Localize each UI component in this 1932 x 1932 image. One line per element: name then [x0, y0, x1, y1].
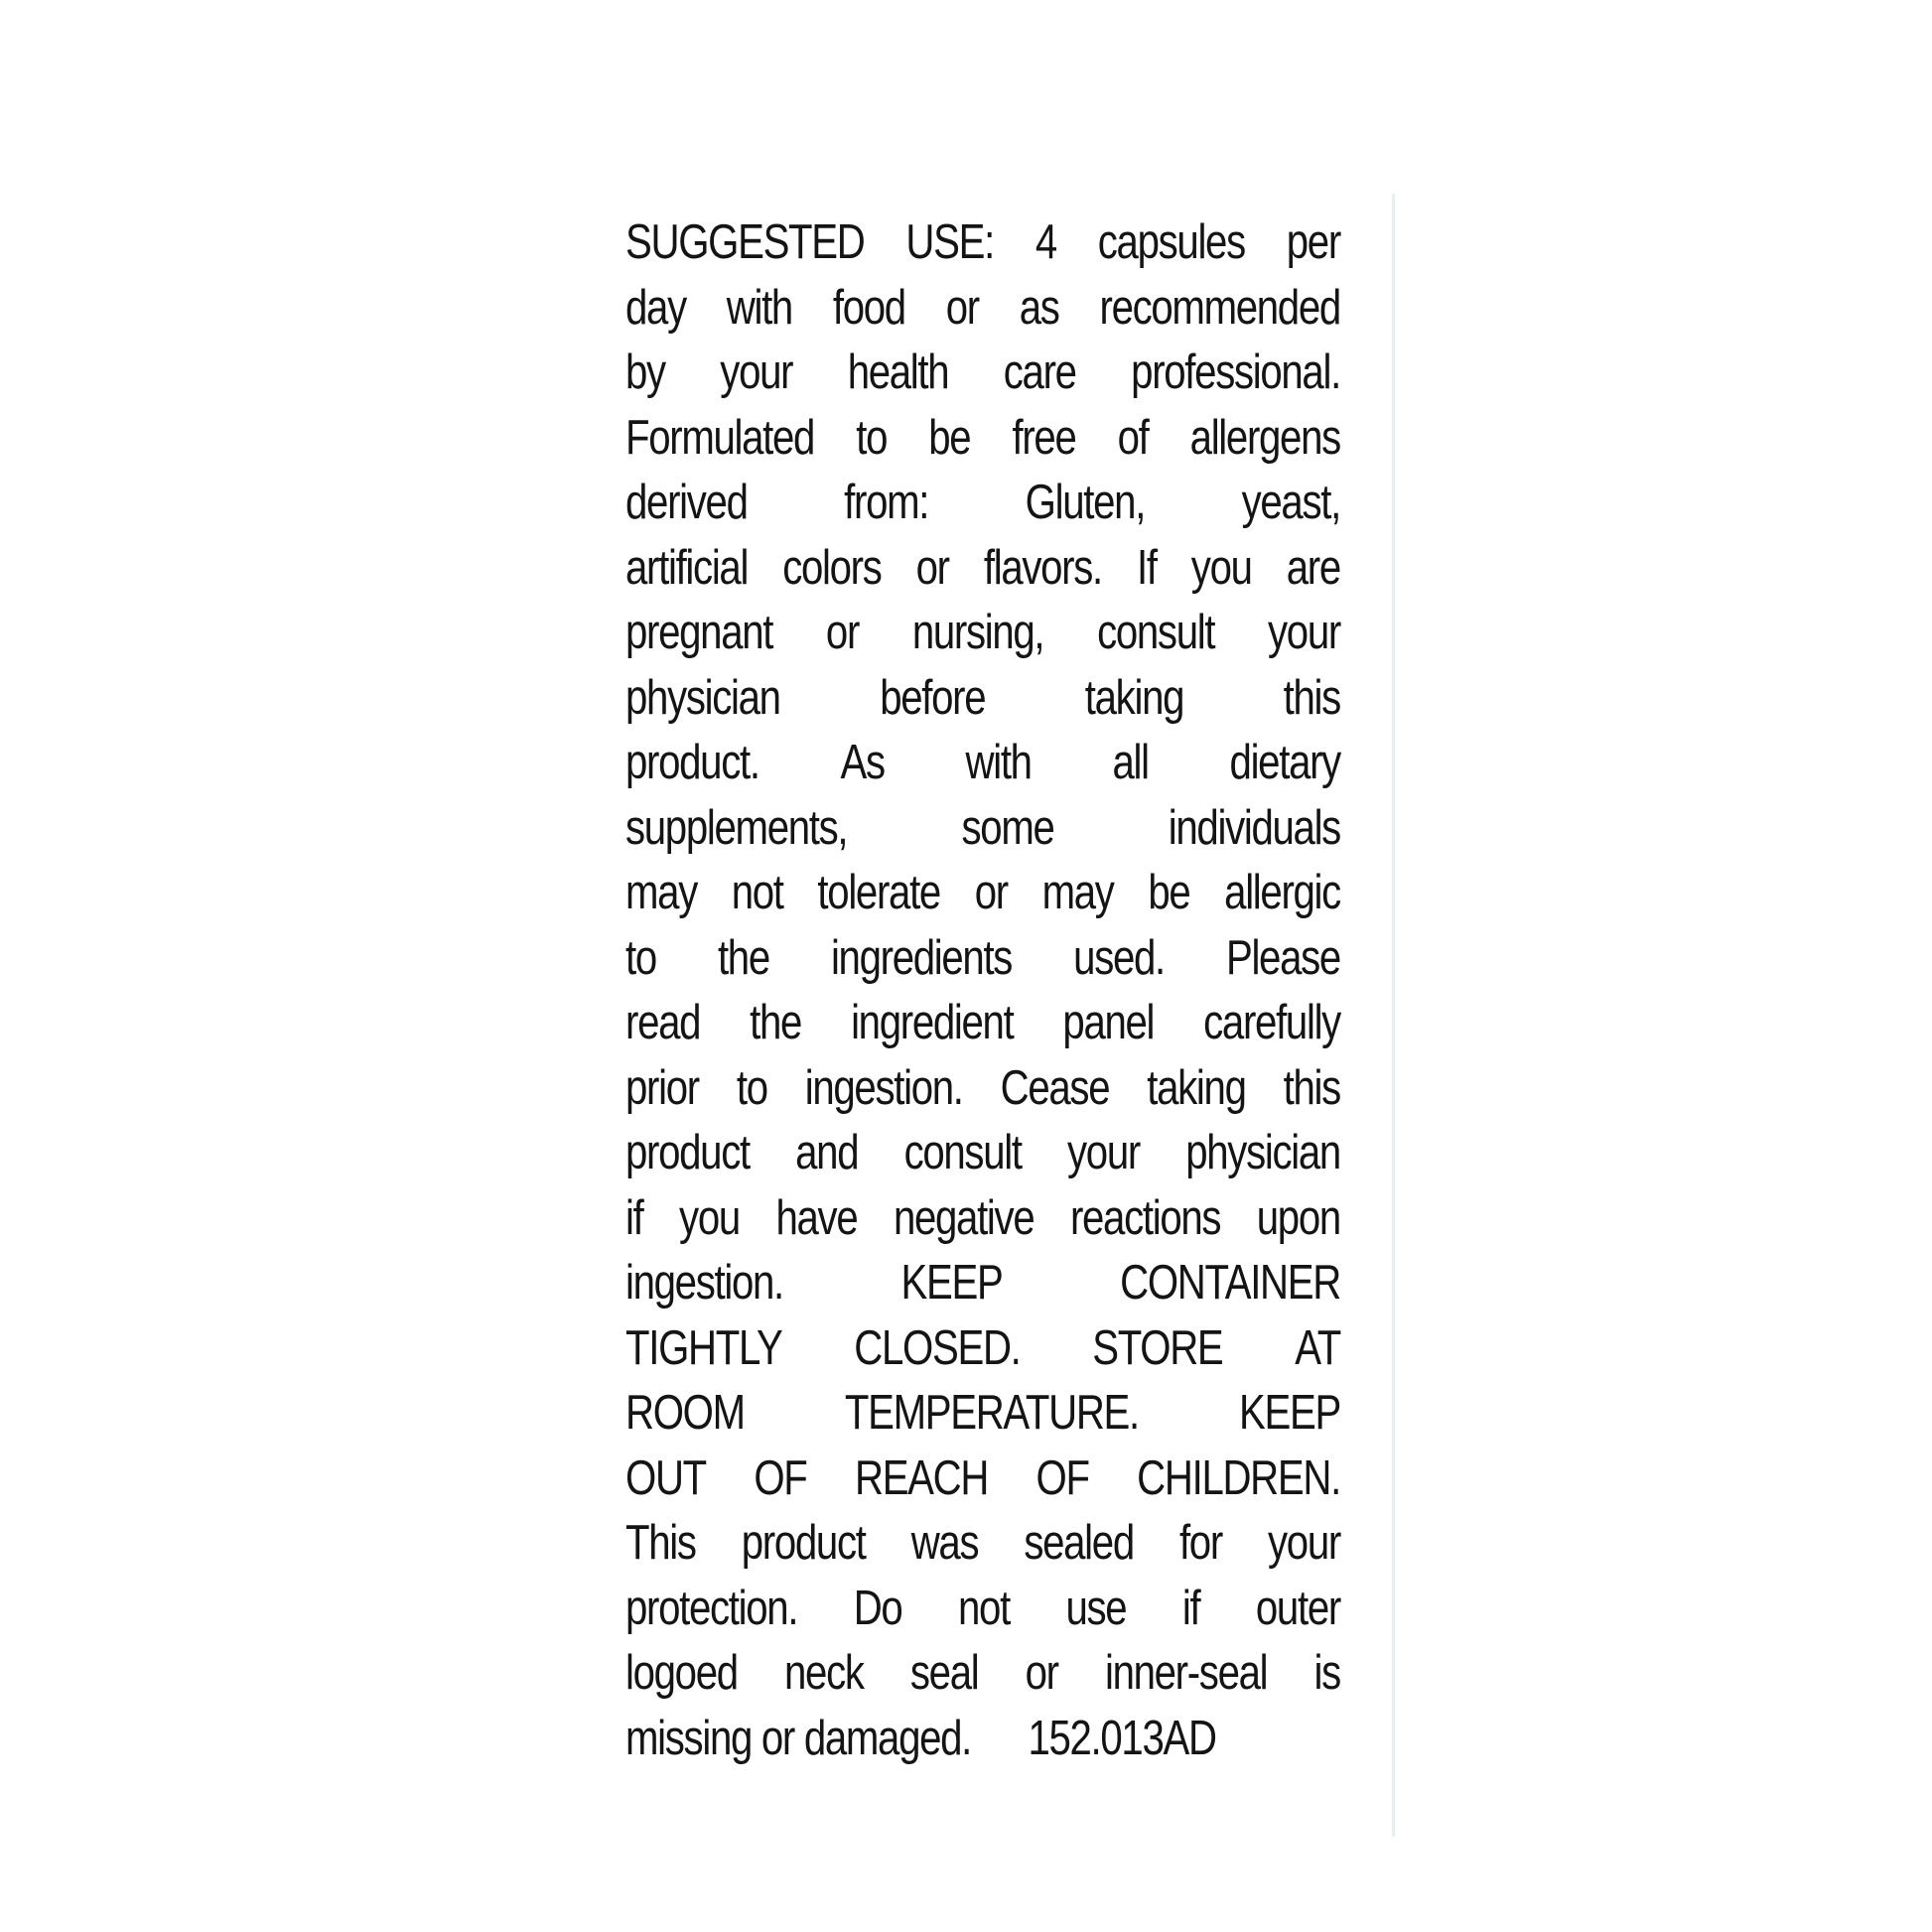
- label-word: REACH: [854, 1450, 989, 1505]
- label-word: dietary: [1229, 736, 1340, 789]
- label-line: [625, 1381, 1340, 1447]
- label-word: Gluten,: [1025, 476, 1146, 529]
- label-line: [625, 1056, 1340, 1122]
- label-word: KEEP: [900, 1256, 1003, 1310]
- label-line: [625, 666, 1340, 732]
- label-word: free: [1012, 410, 1076, 465]
- label-word: you: [1190, 540, 1252, 595]
- label-line: [625, 471, 1340, 536]
- label-word: OF: [754, 1450, 807, 1505]
- label-word: sealed: [1024, 1516, 1134, 1570]
- label-word: negative: [893, 1190, 1035, 1245]
- label-line: [625, 1511, 1340, 1577]
- label-word: may: [625, 866, 697, 919]
- label-word: prior: [625, 1060, 699, 1115]
- label-line: [625, 1447, 1340, 1512]
- label-word: of: [1117, 410, 1149, 465]
- label-word: CONTAINER: [1120, 1256, 1340, 1310]
- label-word: KEEP: [1238, 1386, 1340, 1440]
- label-word: your: [1268, 1516, 1340, 1570]
- label-word: use: [1065, 1581, 1127, 1635]
- label-word: tolerate: [817, 866, 940, 919]
- label-word: consult: [903, 1126, 1022, 1179]
- label-word: artificial: [625, 540, 749, 595]
- label-word: OUT: [625, 1450, 706, 1505]
- label-word: your: [1067, 1126, 1140, 1179]
- label-word: care: [1003, 345, 1076, 399]
- label-line: [625, 731, 1340, 796]
- label-word: TEMPERATURE.: [844, 1386, 1139, 1440]
- label-word: for: [1178, 1516, 1222, 1570]
- label-line: [625, 1186, 1340, 1252]
- label-word: be: [1148, 866, 1190, 919]
- label-word: CLOSED.: [854, 1320, 1021, 1375]
- label-word: physician: [1185, 1126, 1340, 1179]
- label-word: the: [750, 996, 802, 1049]
- label-word: If: [1136, 540, 1157, 595]
- label-word: read: [625, 996, 701, 1049]
- label-word: product: [741, 1516, 866, 1570]
- label-word: pregnant: [625, 606, 773, 659]
- label-word: per: [1286, 215, 1340, 269]
- label-word: CHILDREN.: [1137, 1450, 1340, 1505]
- label-word: or: [915, 540, 949, 595]
- label-line: [625, 341, 1340, 406]
- label-word: to: [736, 1060, 767, 1115]
- label-word: as: [1019, 280, 1059, 335]
- label-word: from:: [844, 476, 929, 529]
- label-word: nursing,: [911, 606, 1044, 659]
- label-word: derived: [625, 476, 748, 529]
- label-word: with: [965, 736, 1032, 789]
- label-word: TIGHTLY: [625, 1320, 782, 1375]
- label-word: SUGGESTED: [625, 215, 865, 269]
- label-word: Do: [853, 1581, 902, 1635]
- label-line: [625, 210, 1340, 276]
- label-word: day: [625, 280, 686, 335]
- label-word: have: [775, 1190, 858, 1245]
- supplement-label-text: [625, 210, 1340, 1771]
- label-word: panel: [1062, 996, 1155, 1049]
- label-final-text: missing or damaged.: [625, 1711, 972, 1765]
- label-word: some: [961, 800, 1054, 855]
- label-word: Formulated: [625, 410, 815, 465]
- label-word: you: [679, 1190, 740, 1245]
- label-word: is: [1313, 1646, 1340, 1700]
- label-line: [625, 601, 1340, 666]
- label-word: USE:: [905, 215, 994, 269]
- label-word: used.: [1073, 930, 1165, 985]
- label-word: As: [840, 736, 885, 789]
- label-word: STORE: [1092, 1320, 1223, 1375]
- label-line: [625, 1121, 1340, 1186]
- product-code: 152.013AD: [1028, 1711, 1216, 1765]
- label-word: before: [880, 670, 986, 725]
- label-line: [625, 861, 1340, 926]
- label-word: this: [1283, 670, 1340, 725]
- label-line: [625, 276, 1340, 342]
- label-word: physician: [625, 670, 780, 725]
- label-line: [625, 1577, 1340, 1642]
- label-word: ROOM: [625, 1386, 745, 1440]
- label-word: or: [825, 606, 860, 659]
- label-word: Please: [1225, 930, 1340, 985]
- label-word: with: [726, 280, 792, 335]
- label-word: may: [1041, 866, 1114, 919]
- label-word: protection.: [625, 1581, 798, 1635]
- label-word: colors: [782, 540, 882, 595]
- label-word: be: [928, 410, 971, 465]
- label-word: logoed: [625, 1646, 738, 1700]
- label-word: capsules: [1097, 215, 1245, 269]
- label-word: AT: [1295, 1320, 1340, 1375]
- label-word: carefully: [1203, 996, 1340, 1049]
- label-final-line: [625, 1707, 1340, 1772]
- label-word: if: [625, 1190, 643, 1245]
- label-line: [625, 406, 1340, 472]
- label-word: the: [717, 930, 769, 985]
- label-word: not: [731, 866, 783, 919]
- label-word: seal: [909, 1646, 979, 1700]
- label-line: [625, 1641, 1340, 1707]
- label-word: to: [856, 410, 888, 465]
- label-word: recommended: [1099, 280, 1340, 335]
- label-word: or: [945, 280, 979, 335]
- label-word: taking: [1084, 670, 1184, 725]
- label-word: inner-seal: [1104, 1646, 1268, 1700]
- label-line: [625, 796, 1340, 862]
- label-word: if: [1181, 1581, 1200, 1635]
- label-word: by: [625, 345, 665, 399]
- label-edge-divider: [1392, 194, 1395, 1837]
- label-word: your: [720, 345, 793, 399]
- label-word: or: [1025, 1646, 1058, 1700]
- label-word: neck: [784, 1646, 864, 1700]
- label-word: individuals: [1168, 800, 1340, 855]
- label-word: upon: [1256, 1190, 1340, 1245]
- label-word: food: [832, 280, 905, 335]
- label-word: ingestion.: [625, 1256, 783, 1310]
- label-word: all: [1112, 736, 1149, 789]
- label-word: outer: [1255, 1581, 1340, 1635]
- label-word: reactions: [1069, 1190, 1221, 1245]
- label-text-lines: [625, 210, 1340, 1707]
- label-word: and: [795, 1126, 859, 1179]
- label-word: taking: [1147, 1060, 1246, 1115]
- label-word: was: [910, 1516, 979, 1570]
- label-line: [625, 536, 1340, 602]
- label-word: yeast,: [1241, 476, 1340, 529]
- label-word: not: [958, 1581, 1010, 1635]
- label-word: product.: [625, 736, 759, 789]
- label-word: ingestion.: [804, 1060, 963, 1115]
- label-word: your: [1268, 606, 1340, 659]
- label-word: allergens: [1189, 410, 1340, 465]
- label-word: This: [625, 1516, 696, 1570]
- label-word: flavors.: [983, 540, 1102, 595]
- label-line: [625, 1251, 1340, 1316]
- label-word: or: [974, 866, 1008, 919]
- label-word: professional.: [1131, 345, 1340, 399]
- label-word: ingredients: [830, 930, 1013, 985]
- label-word: this: [1283, 1060, 1340, 1115]
- label-word: Cease: [1000, 1060, 1110, 1115]
- label-word: ingredient: [851, 996, 1014, 1049]
- label-word: to: [625, 930, 656, 985]
- label-word: OF: [1035, 1450, 1089, 1505]
- label-line: [625, 926, 1340, 992]
- label-word: product: [625, 1126, 750, 1179]
- label-word: are: [1286, 540, 1340, 595]
- label-line: [625, 991, 1340, 1056]
- label-word: consult: [1097, 606, 1215, 659]
- label-word: 4: [1035, 215, 1056, 269]
- label-word: health: [847, 345, 949, 399]
- label-word: supplements,: [625, 800, 848, 855]
- label-line: [625, 1316, 1340, 1382]
- label-word: allergic: [1224, 866, 1340, 919]
